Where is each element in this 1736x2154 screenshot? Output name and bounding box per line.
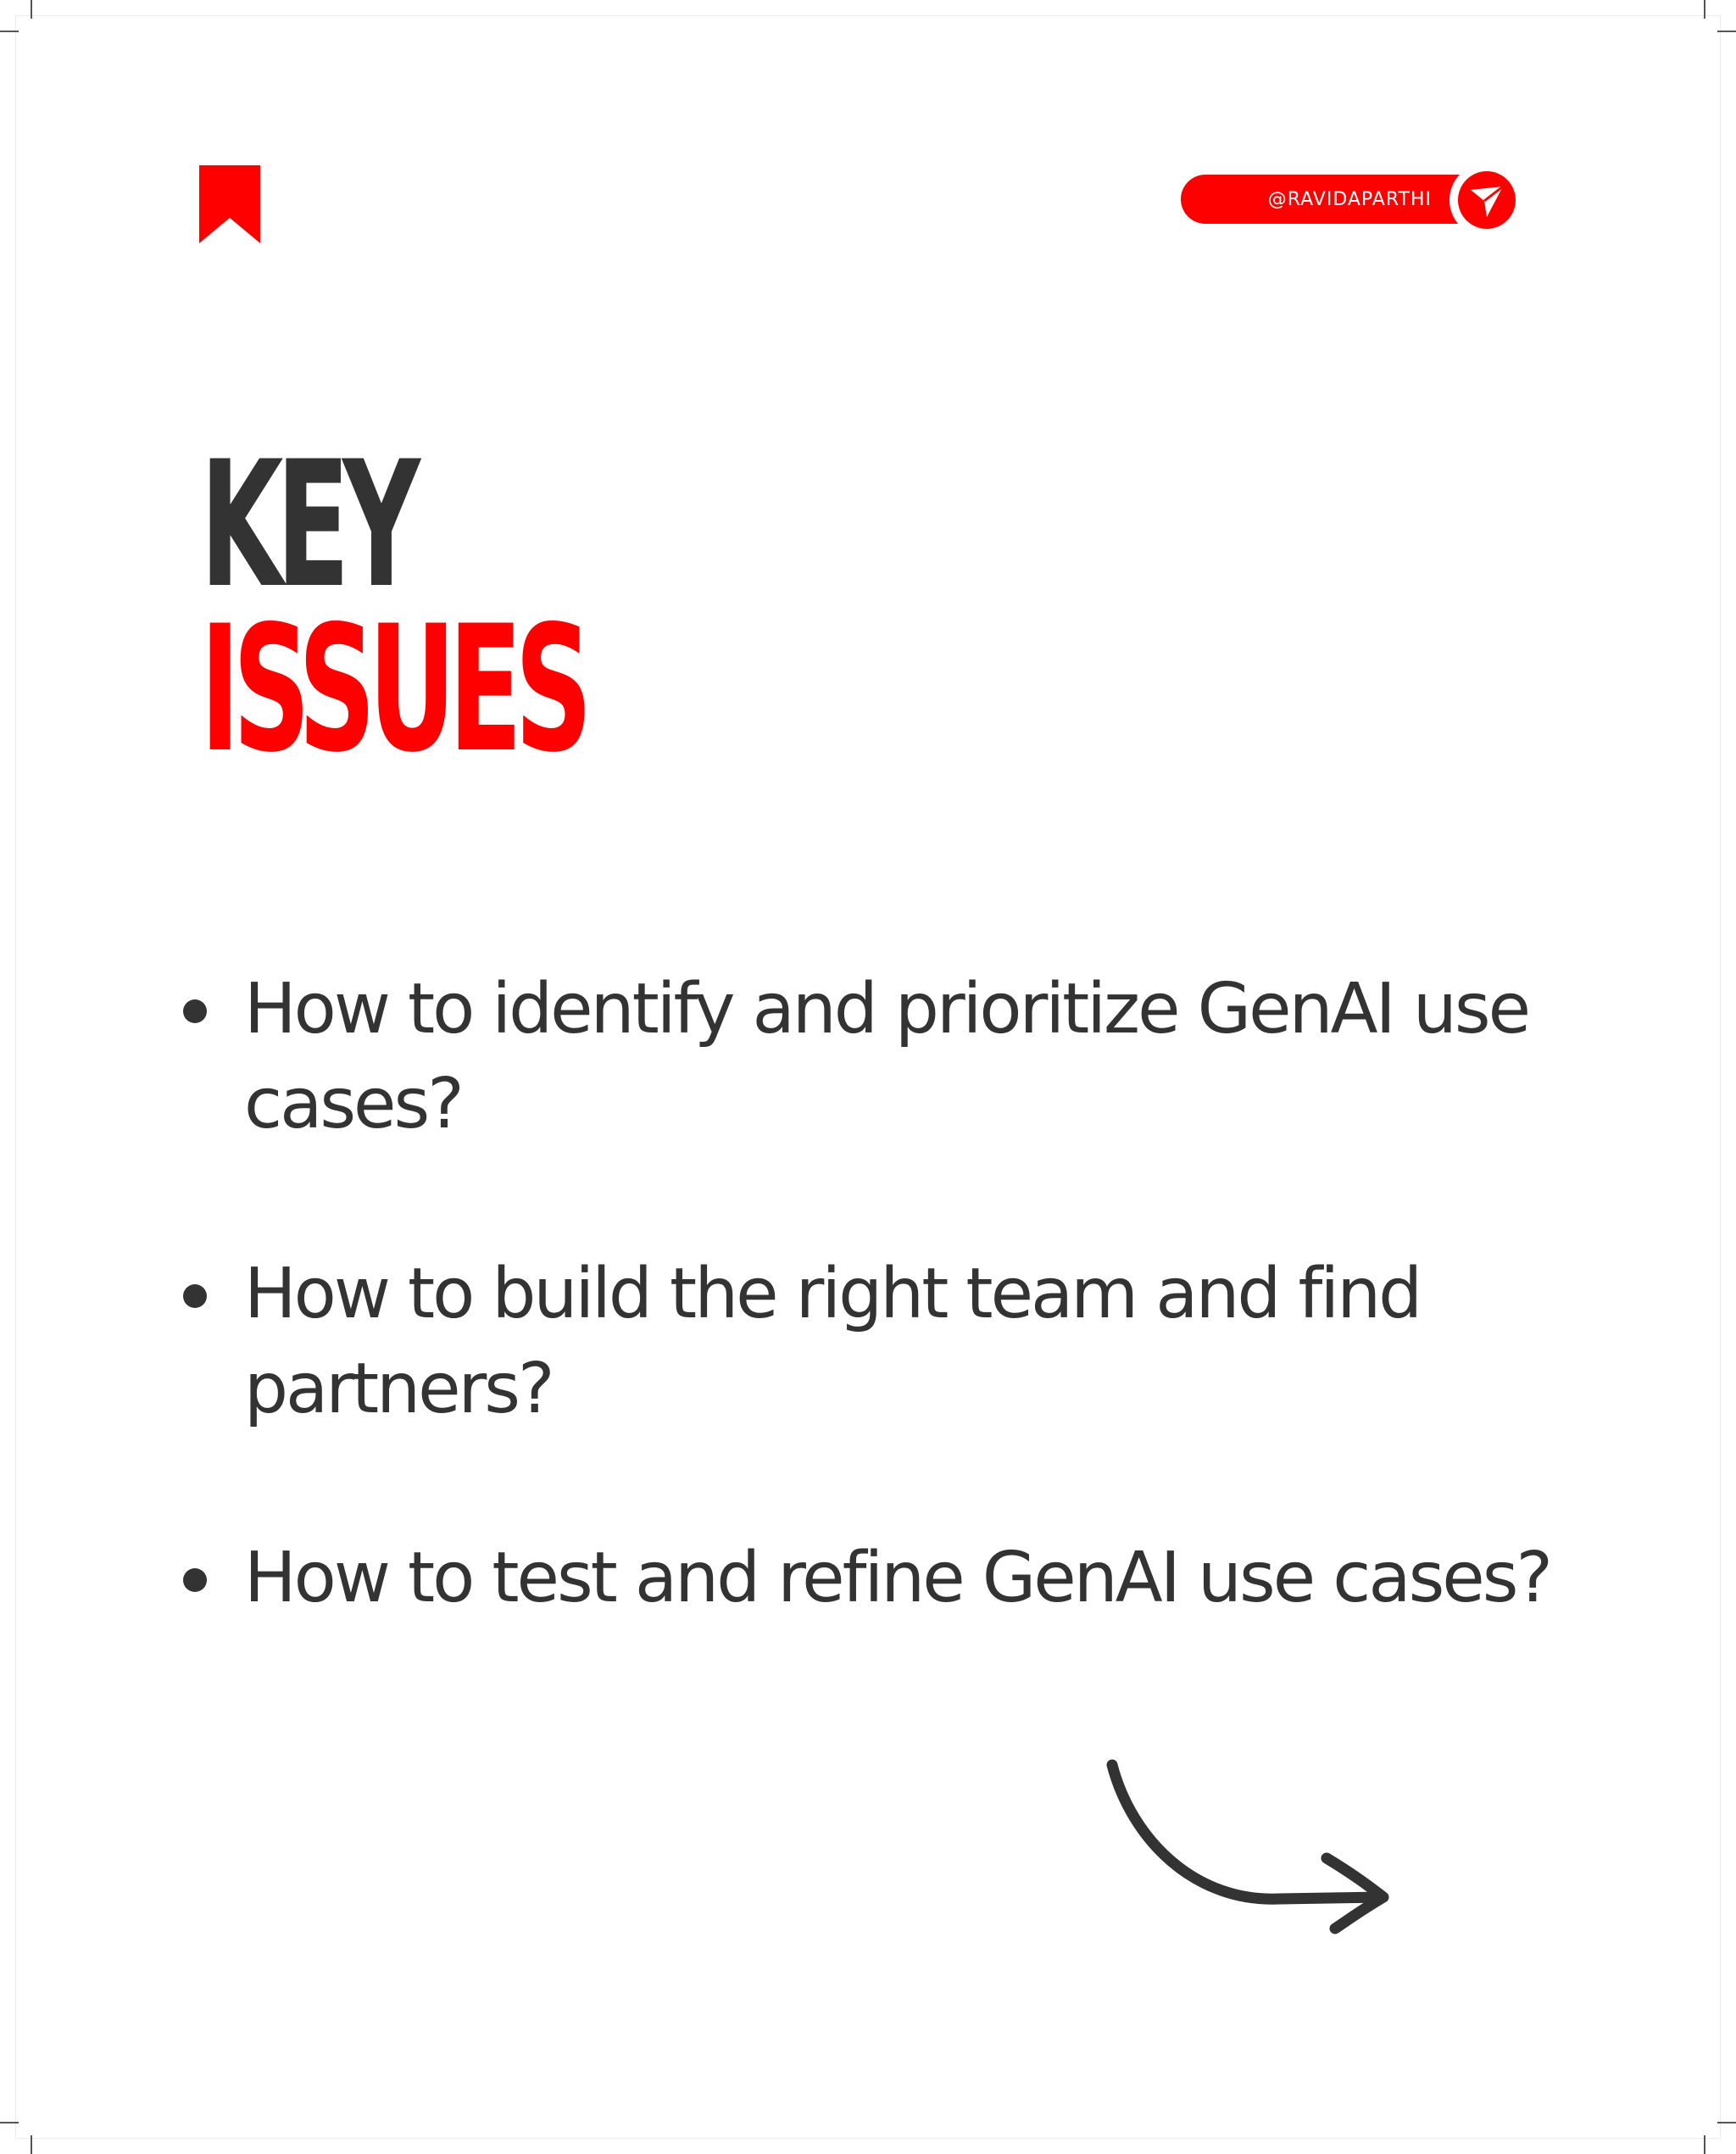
- handle-badge[interactable]: [1181, 175, 1461, 224]
- crop-mark: [1704, 0, 1705, 19]
- curved-arrow-right-icon[interactable]: [1093, 1755, 1399, 1950]
- title-line-issues: ISSUES: [200, 589, 586, 791]
- bookmark-icon[interactable]: [199, 165, 260, 243]
- crop-mark: [1717, 31, 1736, 32]
- crop-mark: [31, 2135, 32, 2154]
- issue-text: How to identify and prioritize GenAI use cases?: [244, 969, 1529, 1144]
- bullet-icon: [183, 1284, 207, 1308]
- list-item: [244, 1531, 1566, 1626]
- send-icon: [1458, 171, 1516, 229]
- list-item: [244, 1247, 1566, 1437]
- bullet-icon: [183, 1568, 207, 1592]
- crop-mark: [1717, 2122, 1736, 2123]
- crop-mark: [31, 0, 32, 19]
- bullet-icon: [183, 999, 207, 1023]
- crop-mark: [0, 31, 19, 32]
- handle-text: @RAVIDAPARTHI: [1267, 188, 1432, 210]
- send-button[interactable]: [1449, 163, 1524, 237]
- issue-text: How to build the right team and find partners?: [244, 1254, 1421, 1429]
- issue-text: How to test and refine GenAI use cases?: [244, 1538, 1550, 1618]
- list-item: [244, 962, 1566, 1152]
- crop-mark: [1704, 2135, 1705, 2154]
- title-line-key: KEY: [200, 425, 414, 626]
- crop-mark: [0, 2122, 19, 2123]
